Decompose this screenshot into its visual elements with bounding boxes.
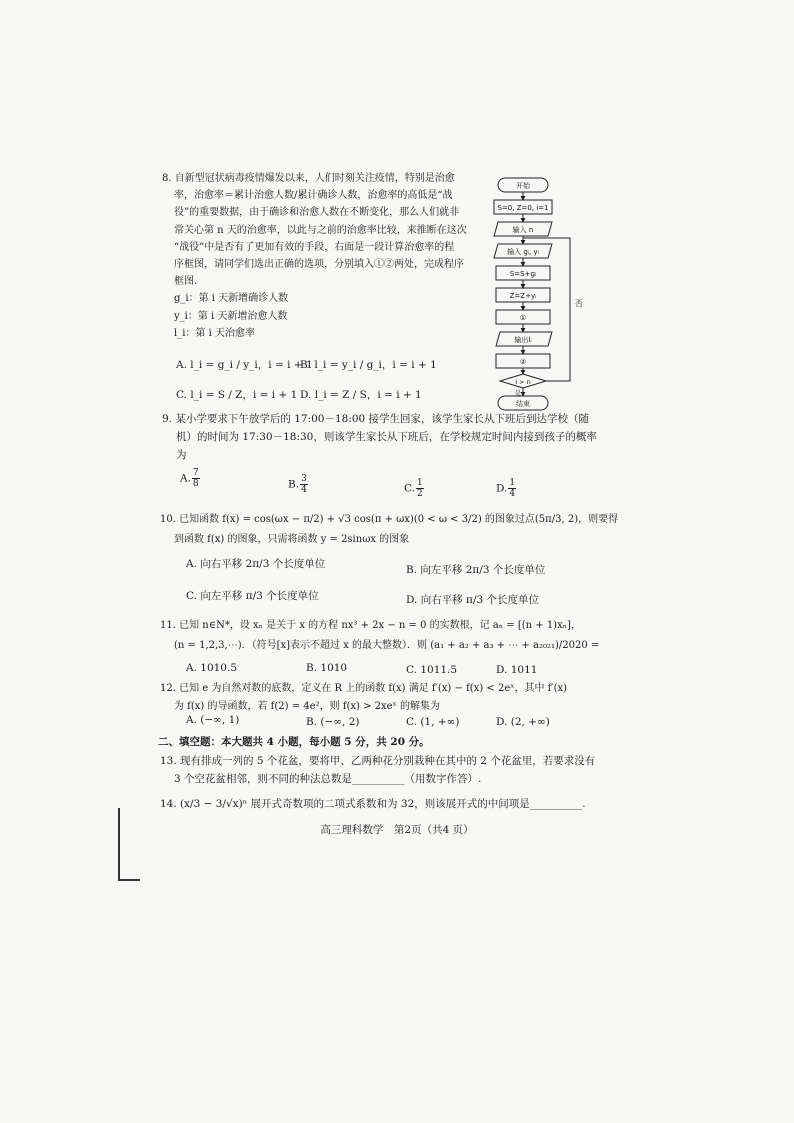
svg-text:②: ②: [519, 358, 527, 366]
svg-text:①: ①: [519, 314, 527, 322]
q11-line: 11. 已知 n∈N*，设 xₙ 是关于 x 的方程 nx³ + 2x − n = 0 的实数根，记 aₙ = [(n + 1)xₙ]，: [160, 620, 581, 631]
q9-option-c: C. $\frac{1}{2}$: [404, 478, 423, 499]
q12-option-b: B. (−∞, 2): [306, 716, 360, 728]
q10-option-b: B. 向左平移 2π/3 个长度单位: [406, 564, 546, 576]
q9-line: 9. 某小学要求下午放学后的 17:00－18:00 接学生回家，该学生家长从下班后到达学校（随: [162, 413, 590, 425]
q8-line: 框图.: [174, 276, 198, 288]
q9-line: 为: [176, 449, 187, 461]
q8-def: g_i：第 i 天新增确诊人数: [174, 293, 289, 305]
crop-mark: [118, 879, 140, 881]
q9-option-b: B. $\frac{3}{4}$: [288, 474, 307, 495]
q8-def: y_i：第 i 天新增治愈人数: [174, 310, 288, 322]
q12-line: 12. 已知 e 为自然对数的底数，定义在 R 上的函数 f(x) 满足 f′(x) − f(x) < 2eˣ，其中 f′(x): [160, 683, 568, 694]
q11-option-b: B. 1010: [306, 662, 348, 674]
q10-option-a: A. 向右平移 2π/3 个长度单位: [186, 558, 326, 570]
question-14: [160, 796, 640, 813]
q10-line: 10. 已知函数 f(x) = cos(ωx − π/2) + √3 cos(π + ωx)(0 < ω < 3/2) 的图象过点(5π/3, 2)，则要得: [160, 514, 619, 525]
crop-mark: [118, 808, 120, 880]
flowchart: [486, 176, 588, 412]
q8-option-d: D. l_i = Z / S，i = i + 1: [300, 389, 422, 401]
q11-line: (n = 1,2,3,⋯)．（符号[x]表示不超过 x 的最大整数）．则 (a₁ + a₂ + a₃ + ⋯ + a₂₀₂₁)/2020 =: [174, 640, 600, 651]
q9-option-a: A. $\frac{7}{8}$: [180, 468, 199, 489]
q11-option-c: C. 1011.5: [406, 664, 458, 676]
q8-line: 率，治愈率＝累计治愈人数/累计确诊人数，治愈率的高低是“战: [174, 190, 453, 202]
q12-option-a: A. (−∞, 1): [186, 714, 240, 726]
q8-line: 役”的重要数据，由于确诊和治愈人数在不断变化，那么人们就非: [174, 207, 460, 219]
q9-option-d: D. $\frac{1}{4}$: [496, 478, 516, 499]
question-10: [160, 510, 640, 550]
q13-line: 3 个空花盆相邻，则不同的种法总数是__________（用数字作答）.: [174, 773, 482, 785]
q12-line: 为 f(x) 的导函数，若 f(2) = 4e²，则 f(x) > 2xeˣ 的解集为: [174, 701, 440, 712]
svg-text:输入 gᵢ, yᵢ: 输入 gᵢ, yᵢ: [507, 248, 539, 256]
q8-line: 常关心第 n 天的治愈率，以此与之前的治愈率比较，来推断在这次: [174, 224, 467, 236]
q13-line: 13. 现有排成一列的 5 个花盆，要将甲、乙两种花分别栽种在其中的 2 个花盆里，若要求没有: [160, 755, 596, 767]
q9-line: 机）的时间为 17:30－18:30，则该学生家长从下班后，在学校规定时间内接到孩子的概率: [176, 431, 597, 443]
svg-text:否: 否: [575, 299, 583, 308]
page-footer: 高三理科数学 第2页（共4 页）: [320, 824, 474, 836]
q11-option-a: A. 1010.5: [186, 662, 237, 674]
svg-text:开始: 开始: [516, 182, 530, 190]
question-12: [160, 680, 640, 716]
q8-option-b: B. l_i = y_i / g_i，i = i + 1: [300, 359, 437, 371]
q8-option-c: C. l_i = S / Z，i = i + 1: [176, 389, 298, 401]
q14-line: 14. (x/3 − 3/√x)ⁿ 展开式奇数项的二项式系数和为 32，则该展开式的中间项是__________.: [160, 798, 586, 810]
svg-text:是: 是: [514, 390, 522, 397]
q8-option-a: A. l_i = g_i / y_i，i = i + 1: [176, 359, 313, 371]
svg-text:i > n: i > n: [515, 378, 531, 386]
question-13: [160, 752, 640, 788]
question-8: [162, 170, 492, 342]
question-11: [160, 616, 640, 656]
svg-text:结束: 结束: [516, 400, 530, 408]
question-9: [162, 410, 642, 464]
svg-text:输入 n: 输入 n: [512, 226, 534, 234]
q8-line: 序框图，请同学们选出正确的选项，分别填入①②两处，完成程序: [174, 259, 464, 271]
q8-def: l_i：第 i 天治愈率: [174, 327, 255, 339]
q10-option-c: C. 向左平移 π/3 个长度单位: [186, 590, 319, 602]
q10-option-d: D. 向右平移 π/3 个长度单位: [406, 594, 540, 606]
q8-line: 8. 自新型冠状病毒疫情爆发以来，人们时刻关注疫情，特别是治愈: [162, 173, 455, 184]
q8-line: “战役”中是否有了更加有效的手段，右面是一段计算治愈率的程: [174, 241, 455, 253]
section-2-heading: 二、填空题：本大题共 4 小题，每小题 5 分，共 20 分。: [158, 736, 430, 748]
svg-text:输出lᵢ: 输出lᵢ: [514, 336, 532, 344]
svg-text:Z=Z+yᵢ: Z=Z+yᵢ: [509, 292, 537, 300]
q10-line: 到函数 f(x) 的图象，只需将函数 y = 2sinωx 的图象: [174, 534, 410, 545]
svg-text:S=S+gᵢ: S=S+gᵢ: [509, 270, 537, 278]
q12-option-d: D. (2, +∞): [496, 716, 550, 728]
q12-option-c: C. (1, +∞): [406, 716, 460, 728]
q11-option-d: D. 1011: [496, 664, 538, 676]
svg-text:S=0, Z=0, i=1: S=0, Z=0, i=1: [497, 204, 549, 212]
